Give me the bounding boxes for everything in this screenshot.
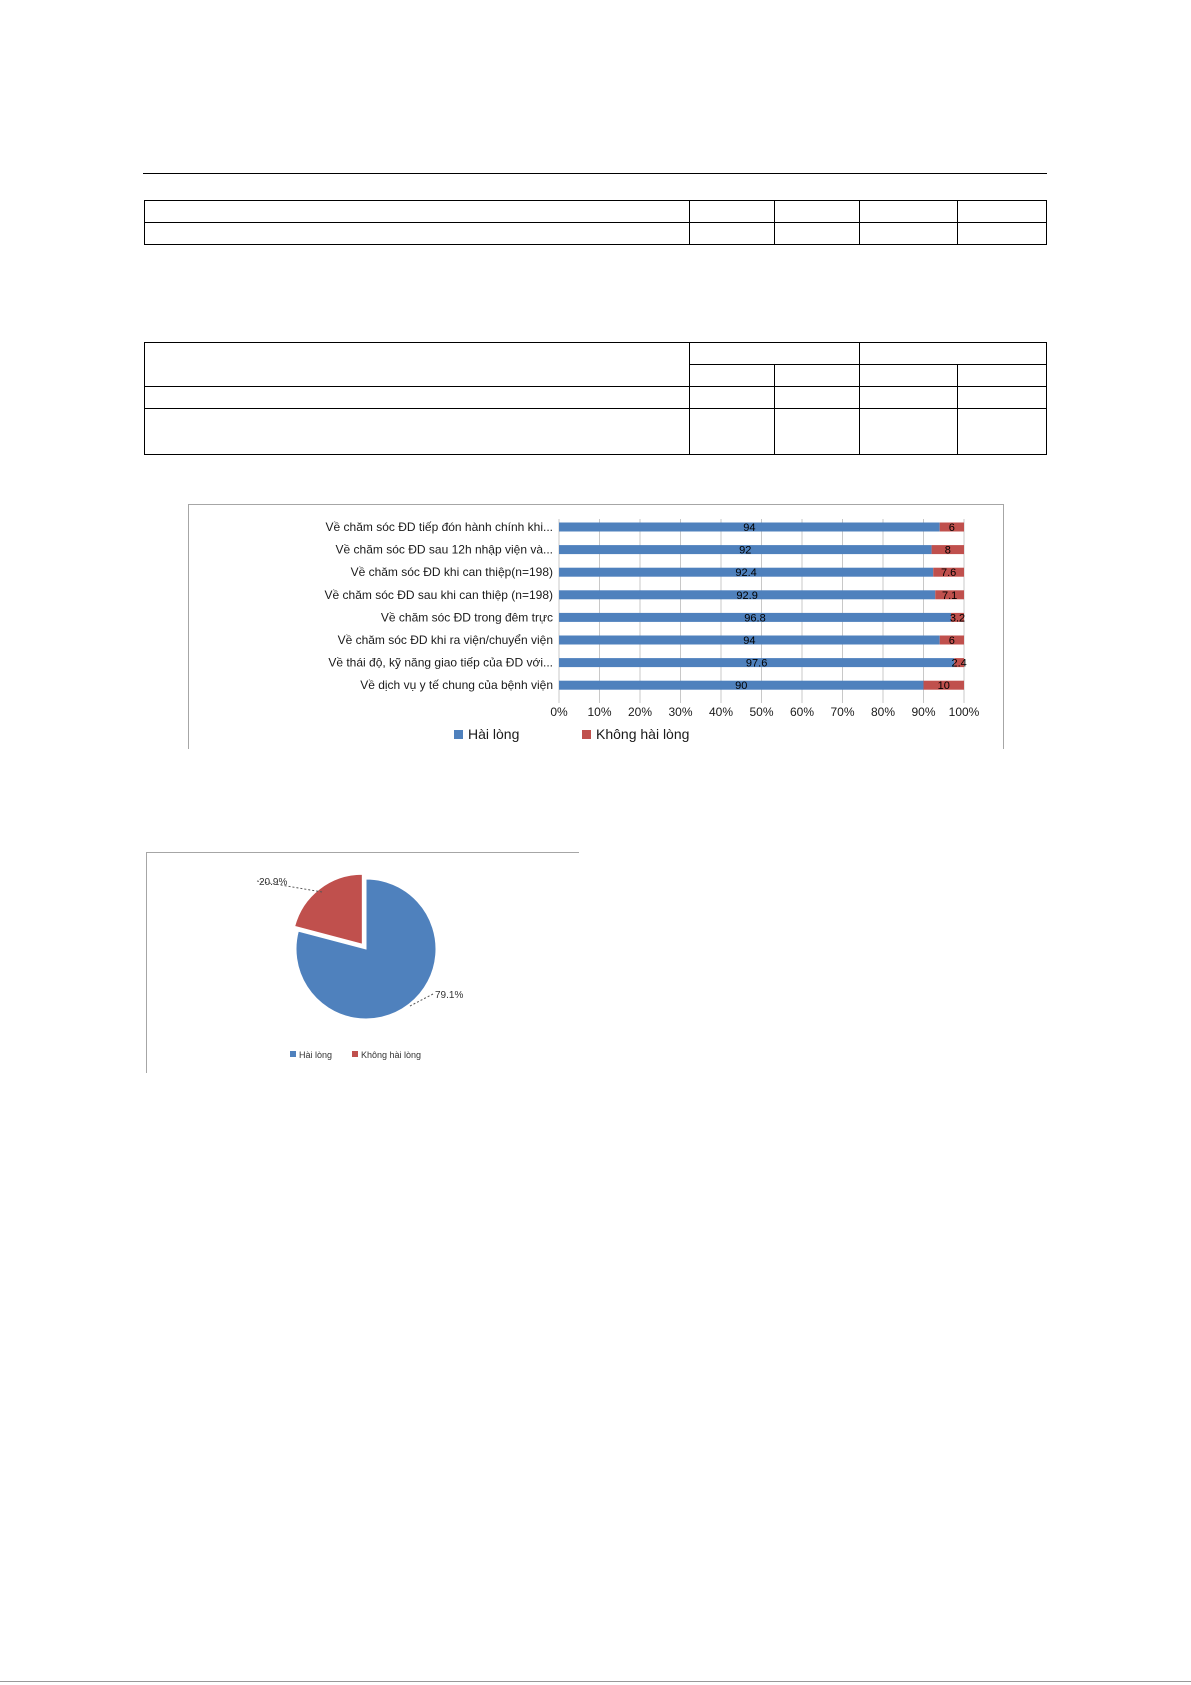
- data-label: 92.4: [735, 567, 757, 580]
- x-tick-label: 90%: [911, 705, 936, 719]
- table-header-row: [145, 343, 1047, 365]
- pie-chart-frame: [146, 852, 579, 1073]
- data-label: 97.6: [745, 657, 768, 670]
- legend-label: Không hài lòng: [361, 1050, 422, 1060]
- category-label: Về thái độ, kỹ năng giao tiếp của ĐD với...: [328, 655, 553, 670]
- legend-swatch: [582, 730, 591, 739]
- category-label: Về chăm sóc ĐD khi can thiệp(n=198): [350, 565, 553, 580]
- data-label: 92.9: [736, 589, 758, 602]
- category-label: Về chăm sóc ĐD sau khi can thiệp (n=198): [324, 587, 553, 602]
- data-label: 7.6: [940, 567, 957, 580]
- data-label: 8: [944, 544, 951, 557]
- category-label: Về chăm sóc ĐD sau 12h nhập viện và...: [335, 542, 553, 557]
- table-1: [144, 200, 1047, 245]
- category-label: Về chăm sóc ĐD tiếp đón hành chính khi...: [325, 520, 553, 534]
- data-label: 6: [948, 522, 955, 534]
- category-label: Về chăm sóc ĐD trong đêm trực: [380, 610, 553, 625]
- bar-chart-frame: [188, 504, 1004, 749]
- table-row: [145, 201, 1047, 223]
- x-tick-label: 100%: [948, 705, 980, 719]
- data-label: 7.1: [941, 589, 958, 602]
- category-label: Về chăm sóc ĐD khi ra viện/chuyển viện: [337, 633, 553, 647]
- x-tick-label: 80%: [870, 705, 896, 719]
- pie-data-label: 79.1%: [435, 990, 464, 1001]
- x-tick-label: 70%: [830, 705, 855, 719]
- data-label: 90: [735, 680, 748, 693]
- legend-label: Không hài lòng: [596, 726, 690, 742]
- pie-data-label: 20.9%: [259, 877, 288, 888]
- x-tick-label: 30%: [668, 705, 693, 719]
- x-tick-label: 0%: [550, 705, 568, 719]
- x-tick-label: 20%: [627, 705, 653, 719]
- legend-swatch: [454, 730, 463, 739]
- category-label: Về dịch vụ y tế chung của bệnh viện: [360, 678, 553, 693]
- stacked-bar-chart: [189, 505, 1003, 749]
- data-label: 92: [739, 544, 752, 557]
- legend-label: Hài lòng: [299, 1050, 333, 1060]
- page-bottom-rule: [0, 1681, 1191, 1682]
- table-row: [145, 223, 1047, 245]
- data-label: 94: [743, 522, 756, 534]
- x-tick-label: 10%: [587, 705, 612, 719]
- table-row: [145, 387, 1047, 409]
- data-label: 94: [743, 635, 756, 647]
- legend-label: Hài lòng: [468, 726, 520, 742]
- table-2: [144, 342, 1047, 455]
- legend-swatch: [352, 1051, 358, 1057]
- header-rule: [143, 173, 1047, 174]
- data-label: 6: [948, 635, 955, 647]
- pie-chart: [147, 853, 579, 1073]
- x-tick-label: 50%: [749, 705, 774, 719]
- legend-swatch: [290, 1051, 296, 1057]
- data-label: 3.2: [949, 612, 966, 625]
- data-label: 96.8: [744, 612, 766, 625]
- data-label: 2.4: [951, 657, 967, 670]
- x-tick-label: 40%: [708, 705, 734, 719]
- x-tick-label: 60%: [789, 705, 815, 719]
- table-row: [145, 409, 1047, 455]
- data-label: 10: [937, 680, 950, 693]
